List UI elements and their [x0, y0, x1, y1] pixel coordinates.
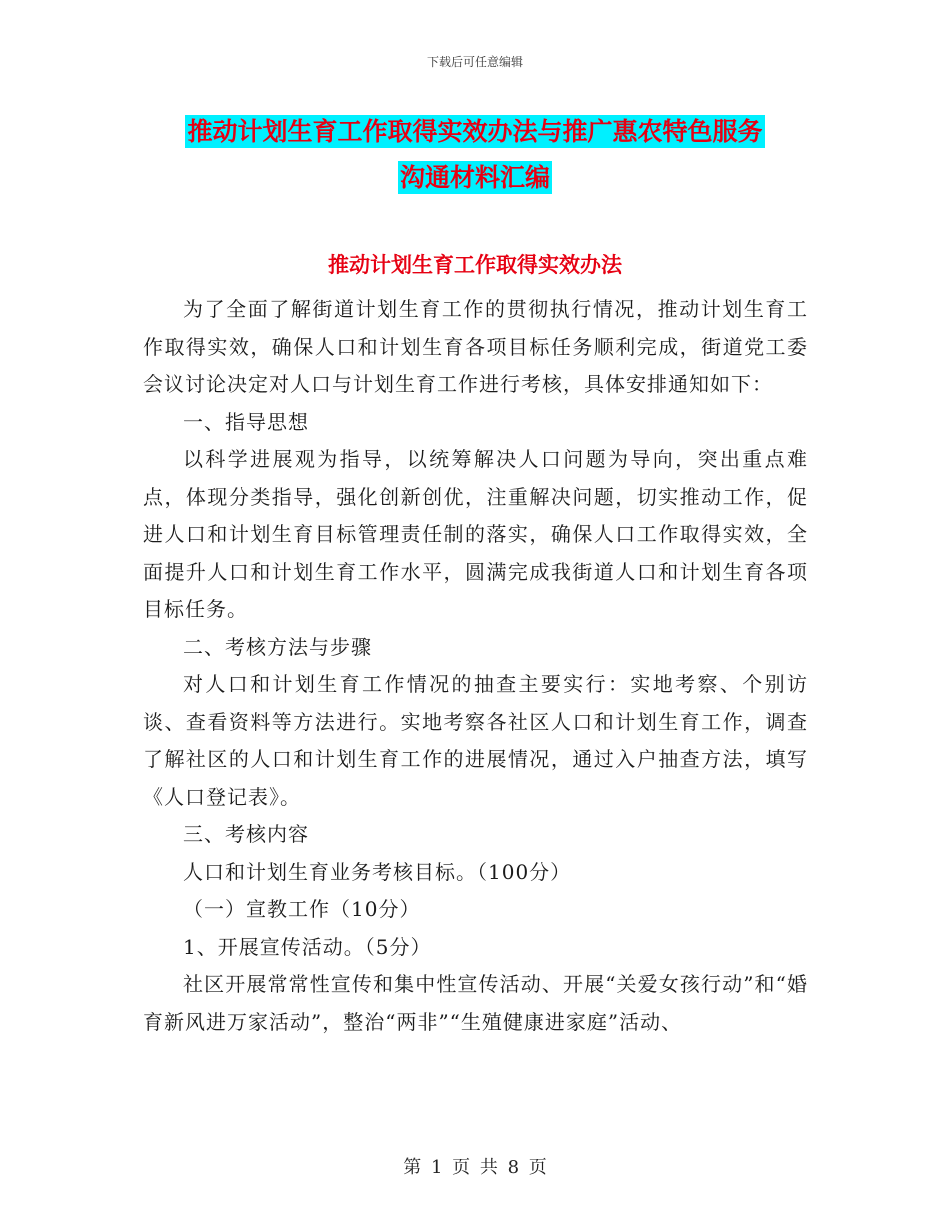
document-title-line1-text: 推动计划生育工作取得实效办法与推广惠农特色服务 [187, 117, 763, 146]
subheading-publicity: （一）宣教工作（10分） [183, 897, 421, 921]
document-body [143, 291, 808, 1041]
section-heading: 推动计划生育工作取得实效办法 [328, 253, 622, 277]
document-title-line2-text: 沟通材料汇编 [399, 163, 550, 192]
heading-assessment-content: 三、考核内容 [183, 822, 309, 846]
item-publicity-activities: 1、开展宣传活动。（5分） [183, 934, 432, 959]
paragraph-guiding-thought: 以科学进展观为指导，以统筹解决人口问题为导向，突出重点难点，体现分类指导，强化创新创优，注重解决问题，切实推动工作，促进人口和计划生育目标管理责任制的落实，确保人口工作取得实效，全面提升人口和计划生育工作水平，圆满完成我街道人口和计划生育各项目标任务。 [143, 447, 808, 621]
document-title-line1 [0, 112, 950, 148]
heading-guiding-thought: 一、指导思想 [183, 409, 309, 434]
header-note: 下载后可任意编辑 [426, 55, 523, 69]
paragraph-assessment-target: 人口和计划生育业务考核目标。（100分） [183, 859, 572, 884]
heading-assessment-method: 二、考核方法与步骤 [183, 634, 372, 659]
page-footer: 第 1 页 共 8 页 [403, 1157, 547, 1178]
paragraph-intro: 为了全面了解街道计划生育工作的贯彻执行情况，推动计划生育工作取得实效，确保人口和计划生育各项目标任务顺利完成，街道党工委会议讨论决定对人口与计划生育工作进行考核，具体安排通知如下： [143, 297, 808, 396]
paragraph-assessment-method: 对人口和计划生育工作情况的抽查主要实行：实地考察、个别访谈、查看资料等方法进行。实地考察各社区人口和计划生育工作，调查了解社区的人口和计划生育工作的进展情况，通过入户抽查方法，填写《人口登记表》。 [143, 672, 808, 809]
paragraph-publicity-activities: 社区开展常常性宣传和集中性宣传活动、开展“关爱女孩行动”和“婚育新风进万家活动”，整治“两非”“生殖健康进家庭”活动、 [143, 972, 808, 1034]
document-title-line2 [0, 158, 950, 194]
